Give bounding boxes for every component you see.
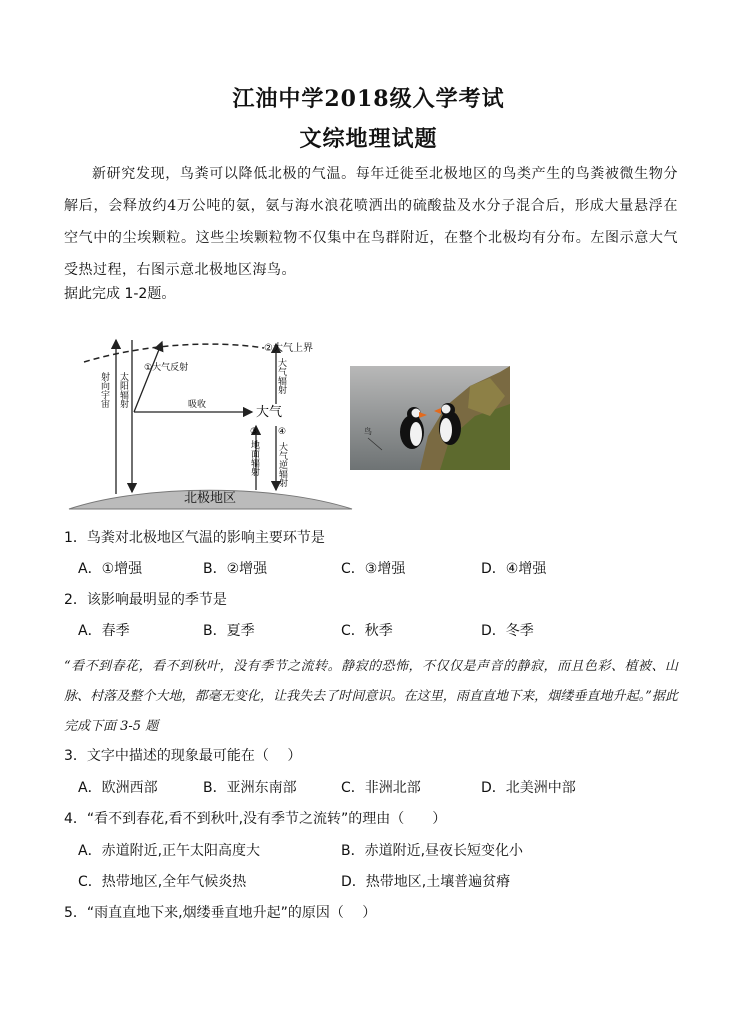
q2-option-b[interactable]: B．夏季 xyxy=(203,623,255,639)
q3-option-c[interactable]: C．非洲北部 xyxy=(341,780,421,796)
intro-paragraph: 新研究发现，鸟粪可以降低北极的气温。每年迁徙至北极地区的鸟类产生的鸟粪被微生物分解后，会释放约4万公吨的氨，氨与海水浪花喷洒出的硫酸盐及水分子混合后，形成大量悬浮在空气中的尘埃颗粒。这些尘埃颗粒物不仅集中在鸟群附近，在整个北极均有分布。左图示意大气受热过程，右图示意北极地区海鸟。 xyxy=(64,166,678,278)
page-title: 江油中学2018级入学考试 xyxy=(232,86,505,112)
q3-option-a[interactable]: A．欧洲西部 xyxy=(78,780,158,796)
absorb-label: 吸收 xyxy=(188,400,207,410)
q1-option-d[interactable]: D．④增强 xyxy=(481,561,547,577)
solar-radiation-label: 太阳辐射 xyxy=(118,372,128,408)
atm-radiation-label: 大气辐射 xyxy=(276,358,286,394)
q4-option-c[interactable]: C．热带地区,全年气候炎热 xyxy=(78,874,247,890)
page-subtitle: 文综地理试题 xyxy=(299,126,438,152)
question-3: 3．文字中描述的现象最可能在（ ） xyxy=(64,748,302,764)
question-1: 1．鸟粪对北极地区气温的影响主要环节是 xyxy=(64,530,325,546)
q2-option-c[interactable]: C．秋季 xyxy=(341,623,393,639)
atmosphere-boundary-line xyxy=(84,344,264,362)
question-5: 5．“雨直直地下来,烟缕垂直地升起”的原因（ ） xyxy=(64,905,377,921)
atmosphere-heating-diagram xyxy=(64,334,354,514)
question-4: 4．“看不到春花,看不到秋叶,没有季节之流转”的理由（ ） xyxy=(64,811,447,827)
counter-radiation-label: 大气逆辐射 xyxy=(277,442,287,487)
q1-option-b[interactable]: B．②增强 xyxy=(203,561,268,577)
photo-label: 鸟 xyxy=(364,427,372,436)
quote-paragraph: “看不到春花，看不到秋叶，没有季节之流转。静寂的恐怖，不仅仅是声音的静寂，而且色彩、植被、山脉、村落及整个大地，都毫无变化，让我失去了时间意识。在这里，雨直直地下来，烟缕垂直地升起。”据此完成下面 3-5 题 xyxy=(64,659,678,734)
instruction-text: 据此完成 1-2题。 xyxy=(64,286,176,302)
space-radiation-label: 射向宇宙 xyxy=(99,372,109,408)
ground-radiation-num: ③ xyxy=(250,427,259,437)
q2-option-d[interactable]: D．冬季 xyxy=(481,623,534,639)
q1-option-c[interactable]: C．③增强 xyxy=(341,561,406,577)
q3-option-b[interactable]: B．亚洲东南部 xyxy=(203,780,297,796)
counter-radiation-num: ④ xyxy=(278,427,287,437)
question-2: 2．该影响最明显的季节是 xyxy=(64,592,227,608)
reflection-arrow xyxy=(134,342,162,412)
atmosphere-label: 大气 xyxy=(256,404,283,419)
seabird-photo xyxy=(350,366,510,470)
q4-option-b[interactable]: B．赤道附近,昼夜长短变化小 xyxy=(341,843,524,859)
ground-radiation-label: 地面辐射 xyxy=(249,440,259,476)
reflection-label: ①大气反射 xyxy=(144,363,189,373)
q4-option-d[interactable]: D．热带地区,土壤普遍贫瘠 xyxy=(341,874,511,890)
region-label: 北极地区 xyxy=(184,490,237,505)
q1-option-a[interactable]: A．①增强 xyxy=(78,561,143,577)
q2-option-a[interactable]: A．春季 xyxy=(78,623,130,639)
q4-option-a[interactable]: A．赤道附近,正午太阳高度大 xyxy=(78,843,261,859)
upper-boundary-label: ②大气上界 xyxy=(264,343,313,354)
q3-option-d[interactable]: D．北美洲中部 xyxy=(481,780,576,796)
